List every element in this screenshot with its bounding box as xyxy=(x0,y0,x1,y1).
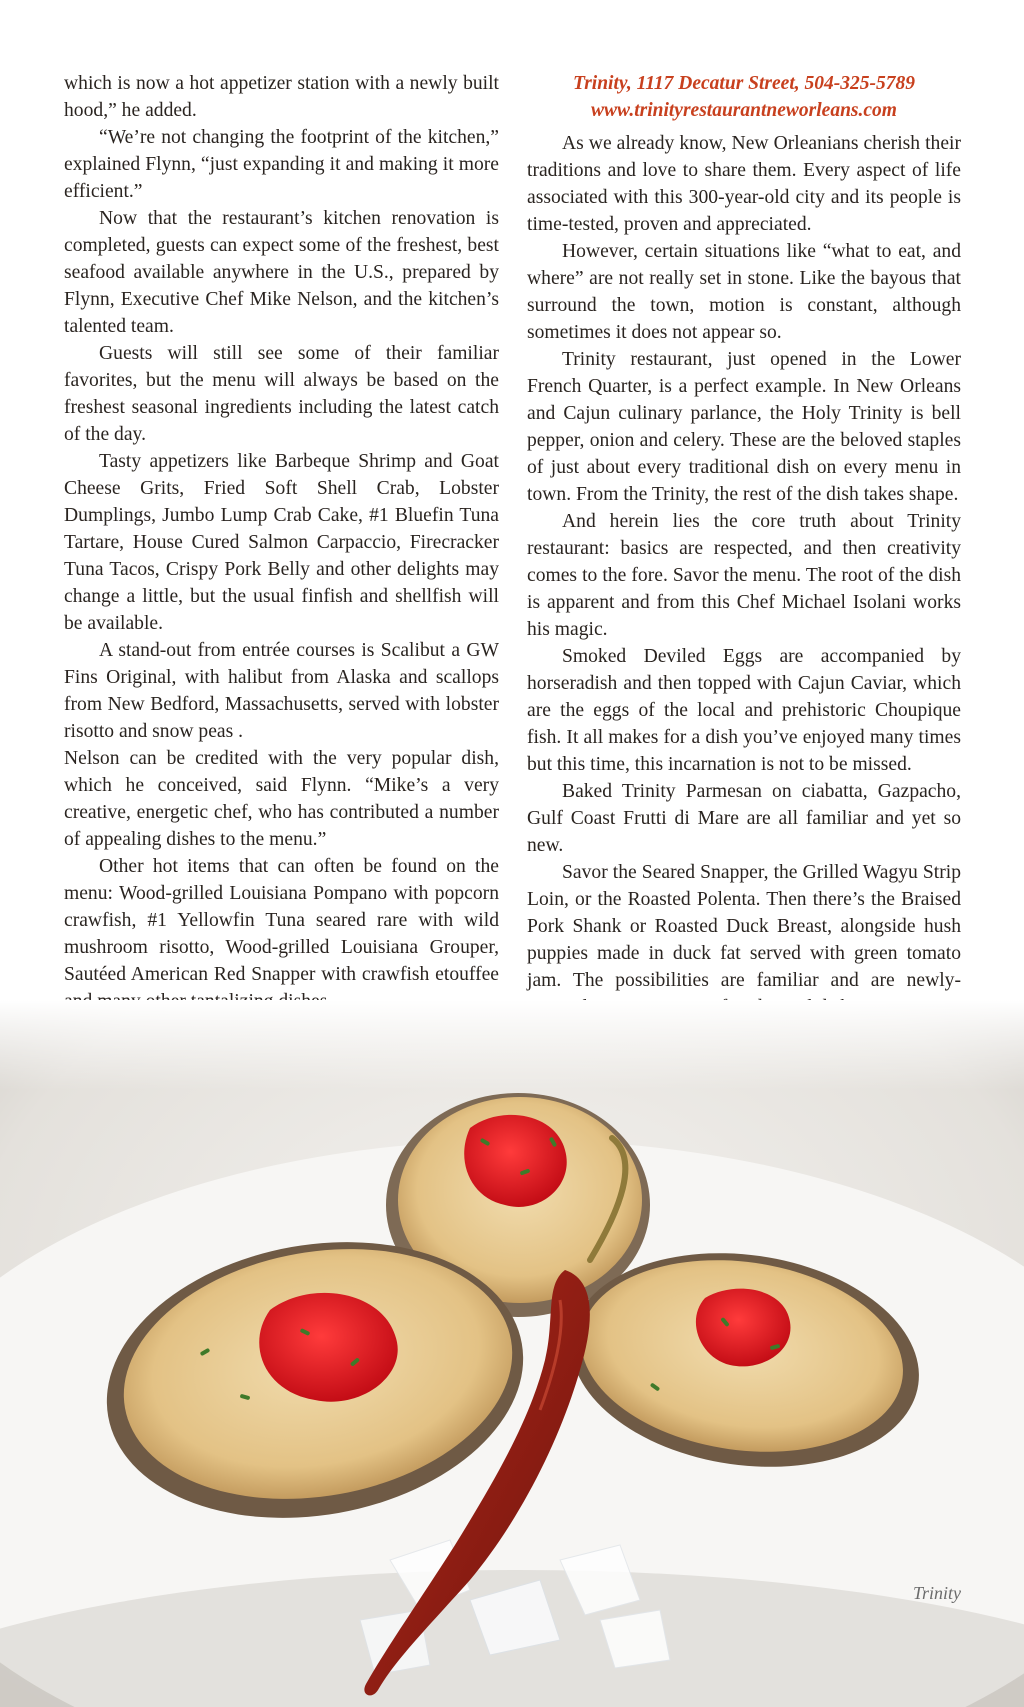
paragraph: As we already know, New Orleanians cherish their traditions and love to share them. Every aspect of life associated with this 300-year-old city and its people is time-tested, proven and appreciated. xyxy=(527,133,961,235)
photo-caption: Trinity xyxy=(912,1583,961,1603)
paragraph: Savor the Seared Snapper, the Grilled Wagyu Strip Loin, or the Roasted Polenta. Then there’s the Braised Pork Shank or Roasted Duck Breast, alongside hush puppies made in duck fat served with green tomato jam. The possibilities are familiar and are newly- xyxy=(527,862,961,991)
paragraph: Tasty appetizers like Barbeque Shrimp and Goat Cheese Grits, Fried Soft Shell Crab, Lobster Dumplings, Jumbo Lump Crab Cake, #1 Bluefin Tuna Tartare, House Cured Salmon Carpaccio, Firecracker Tuna Tacos, Crispy Pork Belly and other delights may change a little, but the usual finfish and shellfish will be available. xyxy=(64,451,499,634)
paragraph: A stand-out from entrée courses is Scalibut a GW Fins Original, with halibut from Alaska and scallops from New Bedford, Massachusetts, served with lobster risotto and snow peas . xyxy=(64,640,499,742)
paragraph: Smoked Deviled Eggs are accompanied by horseradish and then topped with Cajun Caviar, which are the eggs of the local and prehistoric Choupique fish. It all makes for a dish you’ve enjoyed many times but this time, this incarnation is not to be missed. xyxy=(527,646,961,775)
left-column xyxy=(64,70,499,1123)
venue-url: www.trinityrestaurantneworleans.com xyxy=(591,100,897,121)
paragraph: Guests will still see some of their familiar favorites, but the menu will always be based on the freshest seasonal ingredients including the latest catch of the day. xyxy=(64,343,499,445)
paragraph: which is now a hot appetizer station with a newly built hood,” he added. xyxy=(64,73,499,121)
venue-address: Trinity, 1117 Decatur Street, 504-325-5789 xyxy=(573,73,915,94)
paragraph: And herein lies the core truth about Trinity restaurant: basics are respected, and then creativity comes to the fore. Savor the menu. The root of the dish is apparent and from this Chef Michael Isolani works his magic. xyxy=(527,511,961,640)
paragraph: However, certain situations like “what to eat, and where” are not really set in stone. Like the bayous that surround the town, motion is constant, although sometimes it does not appear so. xyxy=(527,241,961,343)
venue-info xyxy=(527,70,961,124)
right-column xyxy=(527,70,961,1021)
paragraph: Baked Trinity Parmesan on ciabatta, Gazpacho, Gulf Coast Frutti di Mare are all familiar and yet so new. xyxy=(527,781,961,856)
paragraph: “We’re not changing the footprint of the kitchen,” explained Flynn, “just expanding it and making it more efficient.” xyxy=(64,127,499,202)
food-photo xyxy=(0,1000,1024,1707)
paragraph: Trinity restaurant, just opened in the Lower French Quarter, is a perfect example. In New Orleans and Cajun culinary parlance, the Holy Trinity is bell pepper, onion and celery. These are the beloved staples of just about every traditional dish on every menu in town. From the Trinity, the rest of the dish takes shape. xyxy=(527,349,961,505)
paragraph: Now that the restaurant’s kitchen renovation is completed, guests can expect some of the freshest, best seafood available anywhere in the U.S., prepared by Flynn, Executive Chef Mike Nelson, and the kitchen’s talented team. xyxy=(64,208,499,337)
paragraph: Nelson can be credited with the very popular dish, which he conceived, said Flynn. “Mike’s a very creative, energetic chef, who has contributed a number of appealing dishes to the menu.” xyxy=(64,748,499,850)
paragraph: Other hot items that can often be found on the menu: Wood-grilled Louisiana Pompano with popcorn crawfish, #1 Yellowfin Tuna seared rare with wild mushroom risotto, Wood-grilled Louisiana Grouper, Sautéed American Red Snapper with crawfish etouffee xyxy=(64,856,499,985)
